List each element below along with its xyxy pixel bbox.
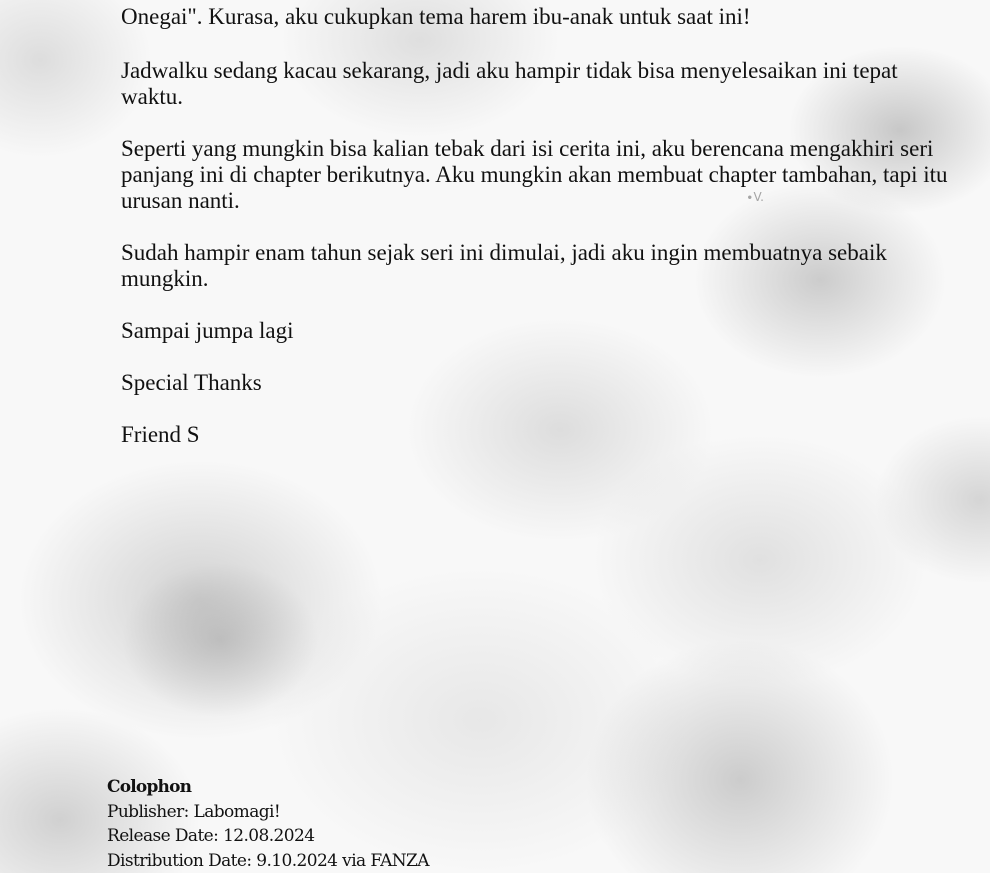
colophon-release-date: Release Date: 12.08.2024 [107, 826, 315, 846]
colophon-distribution-date: Distribution Date: 9.10.2024 via FANZA [107, 850, 429, 871]
paragraph-six-years: Sudah hampir enam tahun sejak seri ini dimulai, jadi aku ingin membuatnya sebaik mungkin. [121, 240, 887, 291]
paragraph-schedule: Jadwalku sedang kacau sekarang, jadi aku hampir tidak bisa menyelesaikan ini tepat waktu. [121, 58, 898, 109]
colophon-publisher: Publisher: Labomagi! [107, 801, 281, 822]
faint-mark: ∙V. [746, 190, 764, 204]
paragraph-farewell: Sampai jumpa lagi [121, 318, 294, 343]
paragraph-series-ending: Seperti yang mungkin bisa kalian tebak dari isi cerita ini, aku berencana mengakhiri seri panjang ini di chapter berikutnya. Aku mungkin akan membuat chapter tambahan, tapi itu urusan nanti. [121, 136, 948, 213]
paragraph-friend: Friend S [121, 422, 200, 447]
paragraph-special-thanks: Special Thanks [121, 370, 262, 395]
paragraph-onegai: Onegai". Kurasa, aku cukupkan tema harem ibu-anak untuk saat ini! [121, 4, 751, 29]
colophon-title: Colophon [107, 777, 192, 797]
colophon [107, 775, 429, 873]
